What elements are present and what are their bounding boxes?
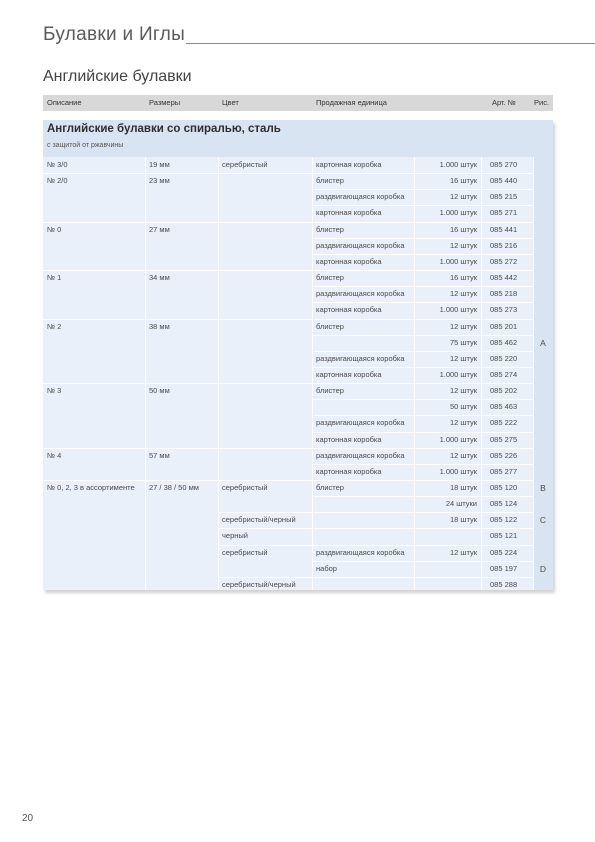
row-article-number: 085 274 [490, 369, 518, 379]
row-quantity: 1.000 штук [439, 466, 477, 476]
row-color: серебристый [222, 160, 268, 169]
row-article-number: 085 273 [490, 305, 518, 315]
row-divider [43, 222, 533, 223]
row-divider [43, 480, 533, 481]
row-sales-unit: блистер [316, 483, 344, 492]
product-group-title: Английские булавки со спиралью, сталь [47, 123, 281, 135]
product-group-header [43, 120, 553, 157]
product-table [43, 120, 553, 590]
row-quantity: 12 штук [450, 386, 477, 396]
product-group-subtitle: с защитой от ржавчины [47, 142, 124, 149]
row-divider [312, 561, 533, 562]
row-size: 27 мм [149, 224, 170, 234]
row-divider [218, 577, 533, 578]
row-sales-unit: блистер [316, 321, 344, 331]
row-sales-unit: раздвигающаяся коробка [316, 450, 405, 460]
row-quantity: 50 штук [450, 402, 477, 412]
row-divider [43, 270, 533, 271]
row-article-number: 085 124 [490, 499, 518, 509]
row-article-number: 085 224 [490, 547, 518, 557]
row-size: 27 / 38 / 50 мм [149, 483, 199, 492]
row-divider [218, 512, 533, 513]
row-sales-unit: картонная коробка [316, 369, 382, 379]
row-quantity: 16 штук [450, 176, 477, 186]
row-quantity: 1.000 штук [439, 256, 477, 266]
row-quantity: 1.000 штук [439, 305, 477, 315]
row-sales-unit: раздвигающаяся коробка [316, 240, 405, 250]
figure-label: A [540, 337, 546, 348]
row-article-number: 085 463 [490, 402, 518, 412]
column-header-sizes: Размеры [149, 98, 181, 107]
row-divider [312, 335, 533, 336]
row-divider [312, 254, 533, 255]
row-divider [43, 448, 533, 449]
section-title: Английские булавки [43, 68, 192, 85]
column-header-color: Цвет [222, 98, 239, 107]
row-quantity: 12 штук [450, 450, 477, 460]
row-article-number: 085 275 [490, 434, 518, 444]
row-divider [43, 173, 533, 174]
row-sales-unit: картонная коробка [316, 208, 382, 218]
row-divider [312, 432, 533, 433]
row-sales-unit: раздвигающаяся коробка [316, 547, 405, 557]
row-color: серебристый/черный [222, 515, 296, 525]
row-sales-unit: картонная коробка [316, 434, 382, 444]
row-article-number: 085 222 [490, 418, 518, 428]
row-article-number: 085 120 [490, 483, 518, 492]
row-divider [312, 399, 533, 400]
row-size: 19 мм [149, 160, 170, 169]
row-sales-unit: блистер [316, 224, 344, 234]
row-description: № 2 [47, 321, 62, 331]
row-divider [43, 383, 533, 384]
row-size: 38 мм [149, 321, 170, 331]
header-rule [186, 43, 595, 44]
row-quantity: 16 штук [450, 273, 477, 283]
row-article-number: 085 215 [490, 192, 518, 202]
row-sales-unit: картонная коробка [316, 160, 382, 169]
figure-label: C [539, 515, 547, 526]
row-size: 57 мм [149, 450, 170, 460]
row-size: 23 мм [149, 176, 170, 186]
row-quantity: 16 штук [450, 224, 477, 234]
row-divider [312, 205, 533, 206]
row-sales-unit: блистер [316, 273, 344, 283]
row-quantity: 12 штук [450, 418, 477, 428]
row-quantity: 12 штук [450, 321, 477, 331]
row-color: серебристый [222, 547, 268, 557]
row-article-number: 085 440 [490, 176, 518, 186]
row-sales-unit: блистер [316, 386, 344, 396]
row-article-number: 085 462 [490, 337, 518, 347]
figure-label: D [539, 563, 547, 574]
row-article-number: 085 201 [490, 321, 518, 331]
row-article-number: 085 122 [490, 515, 518, 525]
row-divider [218, 545, 533, 546]
row-quantity: 1.000 штук [439, 369, 477, 379]
row-size: 50 мм [149, 386, 170, 396]
column-header-figure: Рис. [534, 98, 550, 107]
row-article-number: 085 272 [490, 256, 518, 266]
row-sales-unit: картонная коробка [316, 256, 382, 266]
row-sales-unit: блистер [316, 176, 344, 186]
row-description: № 3/0 [47, 160, 68, 169]
row-divider [218, 528, 533, 529]
row-divider [43, 319, 533, 320]
row-description: № 4 [47, 450, 62, 460]
column-header-sales-unit: Продажная единица [316, 98, 387, 107]
row-divider [312, 351, 533, 352]
page-header-title: Булавки и Иглы [43, 24, 186, 45]
column-header-article-number: Арт. № [492, 98, 516, 107]
row-article-number: 085 202 [490, 386, 518, 396]
row-sales-unit: картонная коробка [316, 466, 382, 476]
row-quantity: 1.000 штук [439, 208, 477, 218]
row-quantity: 12 штук [450, 240, 477, 250]
row-sales-unit: раздвигающаяся коробка [316, 289, 405, 299]
row-divider [312, 302, 533, 303]
table-column-header [43, 95, 553, 111]
row-description: № 0, 2, 3 в ассортименте [47, 483, 135, 492]
row-quantity: 12 штук [450, 289, 477, 299]
row-quantity: 18 штук [450, 483, 477, 492]
row-quantity: 24 штуки [445, 499, 477, 509]
row-article-number: 085 270 [490, 160, 518, 169]
row-article-number: 085 441 [490, 224, 518, 234]
row-quantity: 12 штук [450, 353, 477, 363]
row-divider [312, 496, 533, 497]
row-article-number: 085 226 [490, 450, 518, 460]
row-sales-unit: раздвигающаяся коробка [316, 418, 405, 428]
row-sales-unit: раздвигающаяся коробка [316, 192, 405, 202]
row-article-number: 085 220 [490, 353, 518, 363]
row-article-number: 085 442 [490, 273, 518, 283]
row-article-number: 085 216 [490, 240, 518, 250]
row-article-number: 085 197 [490, 563, 518, 573]
row-article-number: 085 121 [490, 531, 518, 541]
row-description: № 0 [47, 224, 62, 234]
row-sales-unit: набор [316, 563, 337, 573]
row-divider [312, 238, 533, 239]
row-quantity: 1.000 штук [439, 434, 477, 444]
row-color: серебристый [222, 483, 268, 492]
row-quantity: 12 штук [450, 192, 477, 202]
row-article-number: 085 218 [490, 289, 518, 299]
row-article-number: 085 277 [490, 466, 518, 476]
row-color: серебристый/черный [222, 579, 296, 589]
row-size: 34 мм [149, 273, 170, 283]
row-description: № 3 [47, 386, 62, 396]
row-sales-unit: картонная коробка [316, 305, 382, 315]
row-quantity: 12 штук [450, 547, 477, 557]
row-article-number: 085 288 [490, 579, 518, 589]
row-divider [312, 415, 533, 416]
row-divider [312, 286, 533, 287]
row-quantity: 1.000 штук [439, 160, 477, 169]
row-description: № 1 [47, 273, 62, 283]
row-article-number: 085 271 [490, 208, 518, 218]
row-description: № 2/0 [47, 176, 68, 186]
row-color: черный [222, 531, 248, 541]
figure-label: B [540, 483, 546, 493]
row-divider [312, 464, 533, 465]
row-divider [312, 189, 533, 190]
row-divider [312, 367, 533, 368]
row-quantity: 18 штук [450, 515, 477, 525]
column-header-description: Описание [47, 98, 82, 107]
row-sales-unit: раздвигающаяся коробка [316, 353, 405, 363]
row-quantity: 75 штук [450, 337, 477, 347]
page-number: 20 [22, 813, 34, 824]
